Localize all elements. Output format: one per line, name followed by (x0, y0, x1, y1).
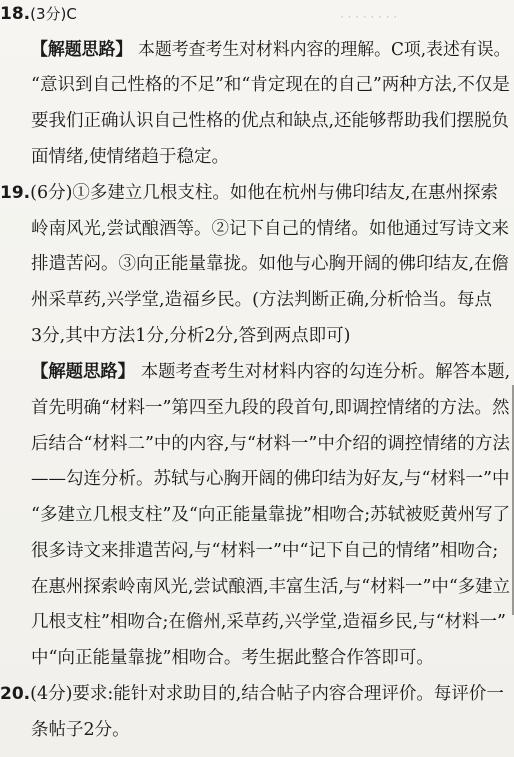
q19-text-1: (6分)①多建立几根支柱。如他在杭州与佛印结友,在惠州探索 (30, 183, 498, 203)
q20-line-1 (0, 682, 504, 706)
q18-analysis-line-2: “意识到自己性格的不足”和“肯定现在的自己”两种方法,不仅是 (31, 75, 510, 95)
q19-number: 19. (0, 183, 31, 203)
q18-number: 18. (0, 4, 31, 24)
q19-analysis-line-8: 几根支柱”相吻合;在儋州,采草药,兴学堂,造福乡民,与“材料一” (31, 612, 506, 632)
q18-header (0, 2, 77, 26)
q19-line-3: 排遣苦闷。③向正能量靠拢。如他与心胸开阔的佛印结友,在儋 (31, 254, 510, 274)
q19-analysis-tag: 【解题思路】 (31, 362, 135, 382)
q19-analysis-text-1: 本题考查考生对材料内容的勾连分析。解答本题, (140, 362, 511, 382)
q19-analysis-line-2: 首先明确“材料一”第四至九段的段首句,即调控情绪的方法。然 (31, 398, 510, 418)
q18-analysis-text-1: 本题考查考生对材料内容的理解。C项,表述有误。 (137, 40, 511, 60)
q19-analysis-line-1 (31, 360, 510, 384)
scan-watermark: · · · · · · · · (340, 10, 398, 24)
q18-answer: (3分)C (30, 5, 77, 23)
q19-line-2: 岭南风光,尝试酿酒等。②记下自己的情绪。如他通过写诗文来 (31, 219, 510, 239)
q19-line-1 (0, 181, 498, 205)
q18-analysis-line-3: 要我们正确认识自己性格的优点和缺点,还能够帮助我们摆脱负 (31, 111, 510, 131)
q19-analysis-line-6: 很多诗文来排遣苦闷,与“材料一”中“记下自己的情绪”相吻合; (31, 541, 499, 561)
q18-analysis-line-1 (31, 38, 510, 62)
q19-analysis-line-3: 后结合“材料二”中的内容,与“材料一”中介绍的调控情绪的方法 (31, 434, 510, 454)
q20-text-1: (4分)要求:能针对求助目的,结合帖子内容合理评价。每评价一 (30, 684, 504, 704)
q19-analysis-line-7: 在惠州探索岭南风光,尝试酿酒,丰富生活,与“材料一”中“多建立 (31, 577, 511, 597)
q20-number: 20. (0, 684, 31, 704)
q19-analysis-line-5: “多建立几根支柱”及“向正能量靠拢”相吻合;苏轼被贬黄州写了 (31, 505, 511, 525)
q18-analysis-line-4: 面情绪,使情绪趋于稳定。 (31, 147, 230, 167)
q19-analysis-line-9: 中“向正能量靠拢”相吻合。考生据此整合作答即可。 (31, 648, 434, 668)
q20-line-2: 条帖子2分。 (31, 720, 130, 740)
q19-line-4: 州采草药,兴学堂,造福乡民。(方法判断正确,分析恰当。每点 (31, 290, 493, 310)
q19-line-5: 3分,其中方法1分,分析2分,答到两点即可) (31, 326, 351, 346)
q18-analysis-tag: 【解题思路】 (31, 40, 133, 60)
q19-analysis-line-4: ——勾连分析。苏轼与心胸开阔的佛印结为好友,与“材料一”中 (31, 469, 510, 489)
